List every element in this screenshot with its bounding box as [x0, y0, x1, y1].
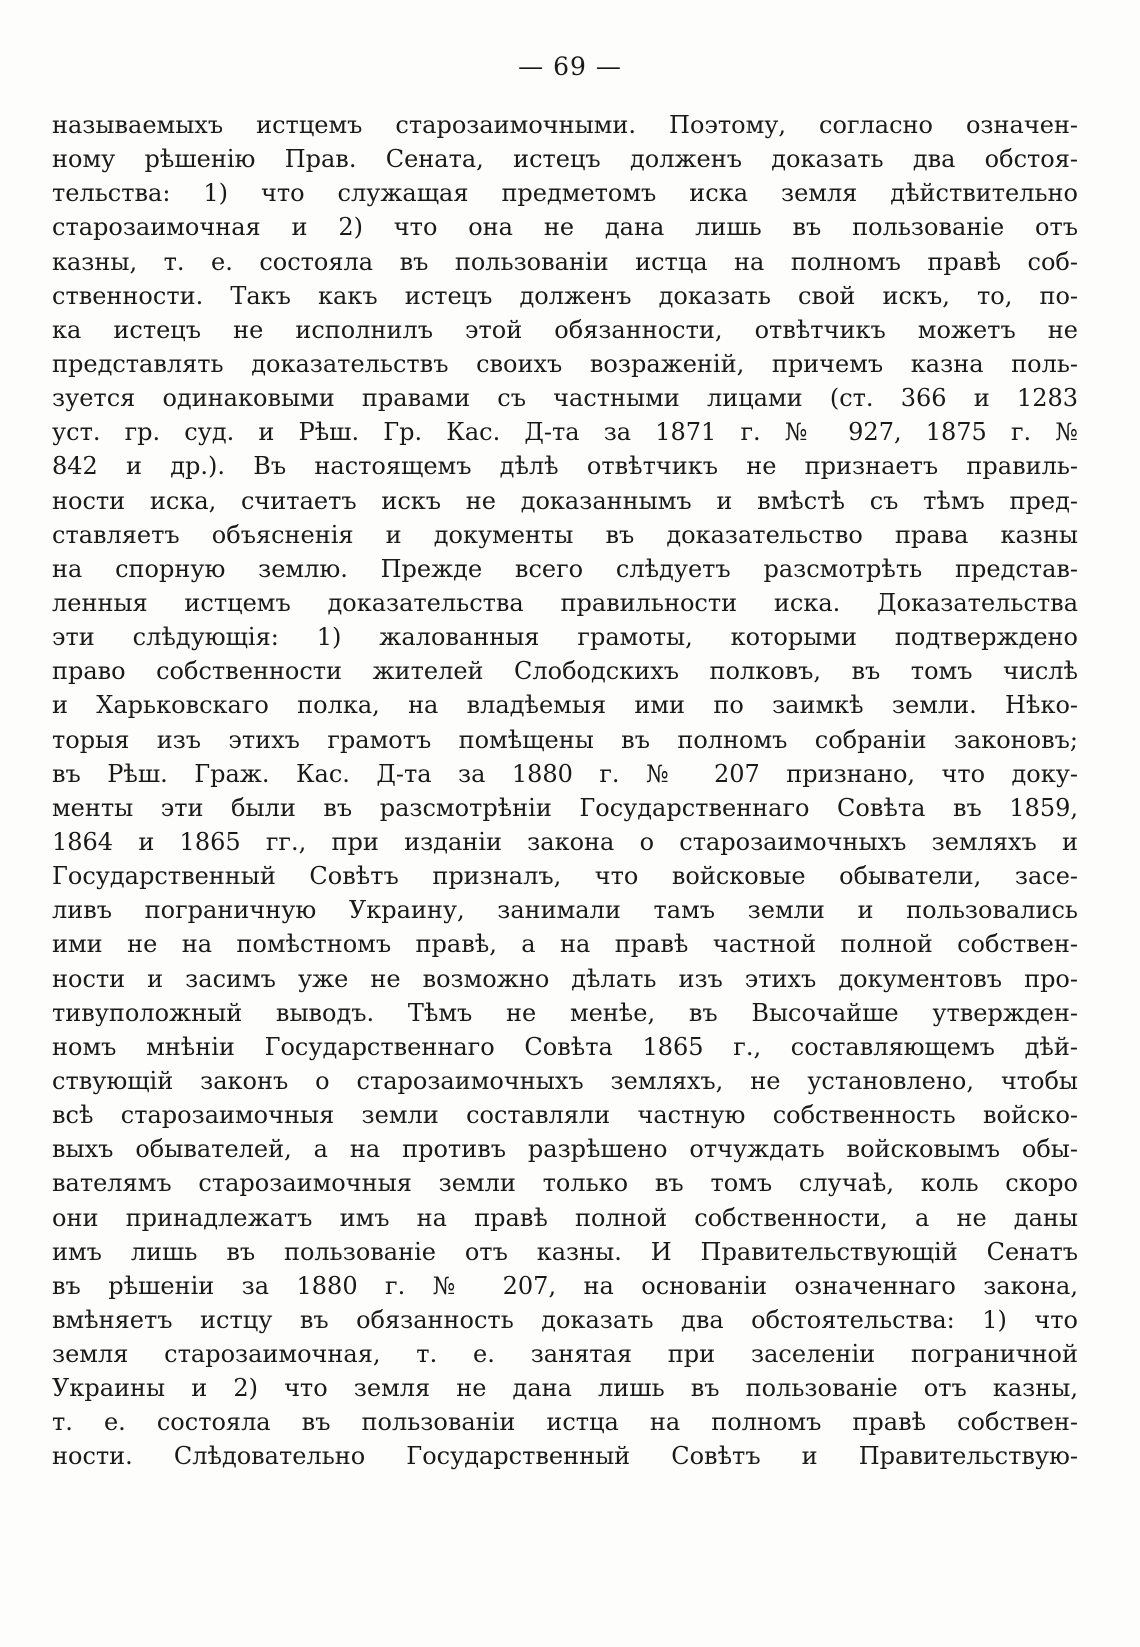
text-line: ливъ пограничную Украину, занимали тамъ земли и пользовались	[52, 896, 1078, 925]
text-line: выхъ обывателей, а на противъ разрѣшено отчуждать войсковымъ обы-	[52, 1135, 1078, 1164]
text-line: ка истецъ не исполнилъ этой обязанности, отвѣтчикъ можетъ не	[52, 315, 1078, 344]
text-line: въ Рѣш. Граж. Кас. Д-та за 1880 г. № 207 признано, что доку-	[52, 759, 1078, 788]
text-line: эти слѣдующія: 1) жалованныя грамоты, которыми подтверждено	[52, 623, 1078, 652]
text-line: вателямъ старозаимочныя земли только въ томъ случаѣ, коль скоро	[52, 1169, 1078, 1198]
text-line: ставляетъ объясненія и документы въ доказательство права казны	[52, 520, 1078, 549]
text-line: называемыхъ истцемъ старозаимочными. Поэтому, согласно означен-	[52, 111, 1078, 139]
body-text	[52, 108, 1078, 1474]
text-line: ими не на помѣстномъ правѣ, а на правѣ частной полной собствен-	[52, 930, 1078, 959]
text-line: ности. Слѣдовательно Государственный Совѣтъ и Правительствую-	[52, 1442, 1078, 1471]
text-line: вмѣняетъ истцу въ обязанность доказать два обстоятельства: 1) что	[52, 1305, 1078, 1334]
text-line: Украины и 2) что земля не дана лишь въ пользованіе отъ казны,	[52, 1374, 1078, 1403]
text-line: 1864 и 1865 гг., при изданіи закона о старозаимочныхъ земляхъ и	[52, 827, 1078, 856]
text-line: 842 и др.). Въ настоящемъ дѣлѣ отвѣтчикъ не признаетъ правиль-	[52, 452, 1078, 481]
text-line: ности и засимъ уже не возможно дѣлать изъ этихъ документовъ про-	[52, 964, 1078, 993]
text-line: т. е. состояла въ пользованіи истца на полномъ правѣ собствен-	[52, 1408, 1078, 1437]
text-line: ствующій законъ о старозаимочныхъ земляхъ, не установлено, чтобы	[52, 1066, 1078, 1095]
text-line: ности иска, считаетъ искъ не доказаннымъ и вмѣстѣ съ тѣмъ пред-	[52, 486, 1078, 515]
text-line: они принадлежатъ имъ на правѣ полной собственности, а не даны	[52, 1203, 1078, 1232]
text-line: менты эти были въ разсмотрѣніи Государственнаго Совѣта въ 1859,	[52, 793, 1078, 822]
text-line: номъ мнѣніи Государственнаго Совѣта 1865 г., составляющемъ дѣй-	[52, 1032, 1078, 1061]
text-line: старозаимочная и 2) что она не дана лишь въ пользованіе отъ	[52, 213, 1078, 242]
text-line: тивуположный выводъ. Тѣмъ не менѣе, въ Высочайше утвержден-	[52, 998, 1078, 1027]
text-line: торыя изъ этихъ грамотъ помѣщены въ полномъ собраніи законовъ;	[52, 725, 1078, 754]
text-line: Государственный Совѣтъ призналъ, что войсковые обыватели, засе-	[52, 862, 1078, 891]
text-line: и Харьковскаго полка, на владѣемыя ими по заимкѣ земли. Нѣко-	[52, 691, 1078, 720]
text-line: всѣ старозаимочныя земли составляли частную собственность войско-	[52, 1101, 1078, 1130]
text-line: въ рѣшеніи за 1880 г. № 207, на основаніи означеннаго закона,	[52, 1271, 1078, 1300]
text-line: имъ лишь въ пользованіе отъ казны. И Правительствующій Сенатъ	[52, 1237, 1078, 1266]
text-line: на спорную землю. Прежде всего слѣдуетъ разсмотрѣть представ-	[52, 554, 1078, 583]
text-line: уст. гр. суд. и Рѣш. Гр. Кас. Д-та за 1871 г. № 927, 1875 г. №	[52, 418, 1078, 447]
text-line: ленныя истцемъ доказательства правильности иска. Доказательства	[52, 588, 1078, 617]
text-line: тельства: 1) что служащая предметомъ иска земля дѣйствительно	[52, 179, 1078, 208]
text-line: зуется одинаковыми правами съ частными лицами (ст. 366 и 1283	[52, 384, 1078, 413]
text-line: представлять доказательствъ своихъ возраженій, причемъ казна поль-	[52, 349, 1078, 378]
text-line: казны, т. е. состояла въ пользованіи истца на полномъ правѣ соб-	[52, 247, 1078, 276]
text-line: право собственности жителей Слободскихъ полковъ, въ томъ числѣ	[52, 657, 1078, 686]
text-line: ственности. Такъ какъ истецъ долженъ доказать свой искъ, то, по-	[52, 281, 1078, 310]
text-line: ному рѣшенію Прав. Сената, истецъ долженъ доказать два обстоя-	[52, 145, 1078, 174]
text-line: земля старозаимочная, т. е. занятая при заселеніи пограничной	[52, 1340, 1078, 1369]
page-number: — 69 —	[518, 52, 622, 81]
